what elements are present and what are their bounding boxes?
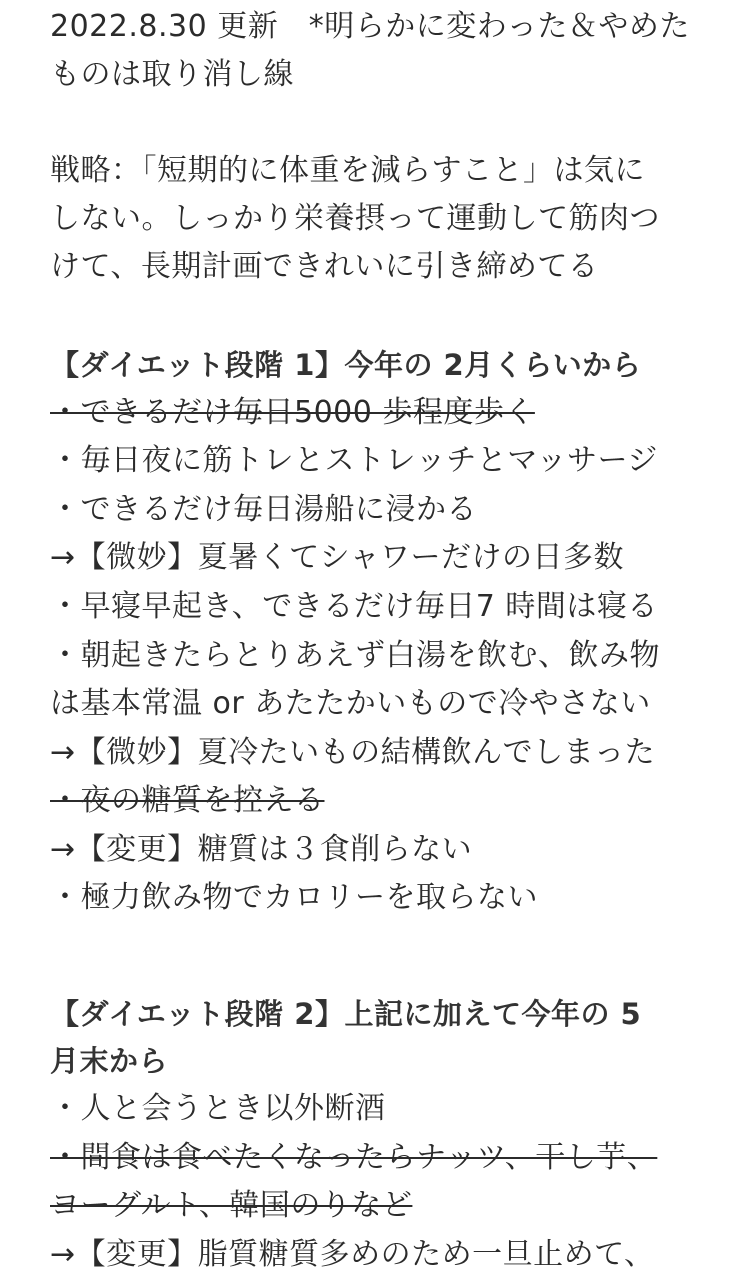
stage1-item: →【変更】糖質は３食削らない [50,832,473,867]
stage1-item: ・朝起きたらとりあえず白湯を飲む、飲み物 [50,638,660,673]
stage2-heading-line-2: 月末から [50,1044,169,1078]
stage1-item: ・毎日夜に筋トレとストレッチとマッサージ [50,443,658,478]
stage2-item: ・人と会うとき以外断酒 [50,1091,386,1126]
stage1-item: は基本常温 or あたたかいもので冷やさない [50,686,651,721]
stage1-item: ・できるだけ毎日5000 歩程度歩く [50,395,535,430]
stage1-item: ・早寝早起き、できるだけ毎日7 時間は寝る [50,589,658,624]
stage2-item: ・間食は食べたくなったらナッツ、干し芋、 [50,1140,658,1175]
stage2-item: →【変更】脂質糖質多めのため一旦止めて、 [50,1237,655,1272]
stage2-item: ヨーグルト、韓国のりなど [50,1188,413,1223]
stage1-item: →【微妙】夏暑くてシャワーだけの日多数 [50,540,625,575]
strategy-line-1: 戦略：「短期的に体重を減らすこと」は気に [50,153,645,188]
stage1-item: ・できるだけ毎日湯船に浸かる [50,492,477,527]
strategy-line-3: けて、長期計画できれいに引き締めてる [50,249,599,284]
header-line-1: 2022.8.30 更新 *明らかに変わった＆やめた [50,9,690,44]
strategy-line-2: しない。しっかり栄養摂って運動して筋肉つ [50,201,660,236]
stage2-heading-line-1: 【ダイエット段階 2】上記に加えて今年の 5 [50,997,642,1031]
stage1-heading: 【ダイエット段階 1】今年の 2月くらいから [50,348,642,382]
stage1-item: →【微妙】夏冷たいもの結構飲んでしまった [50,735,656,770]
header-line-2: ものは取り消し線 [50,57,294,92]
stage1-item: ・極力飲み物でカロリーを取らない [50,880,538,915]
stage1-item: ・夜の糖質を控える [50,783,325,818]
